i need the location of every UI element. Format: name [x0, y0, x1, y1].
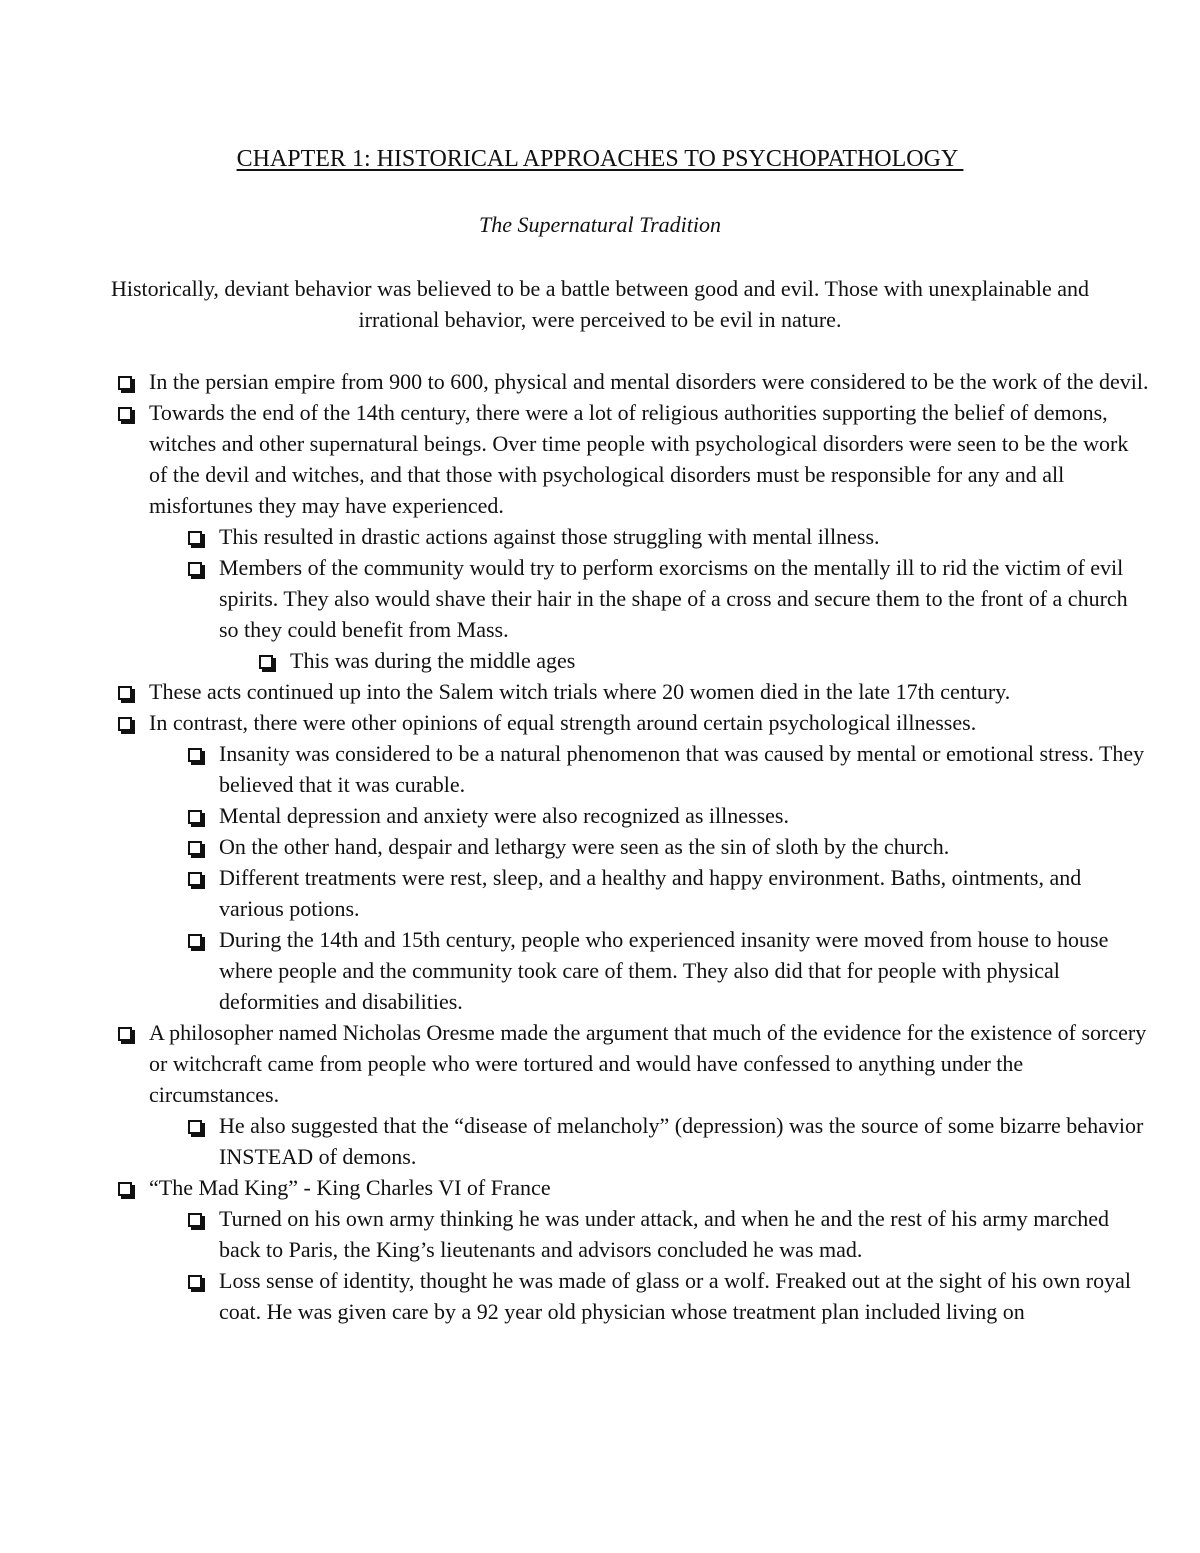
- checkbox-icon: [118, 376, 132, 390]
- bullet-item-level-1: [0, 1172, 1149, 1203]
- checkbox-icon: [118, 1027, 132, 1041]
- bullet-item-level-1: [0, 397, 1149, 521]
- bullet-text: Towards the end of the 14th century, there were a lot of religious authorities supporting the belief of demons, witches and other supernatural beings. Over time people with psychological disorders were seen to be the work of the devil and witches, and that those with psychological disorders must be responsible for any and all misfortunes they may have experienced.: [149, 400, 1129, 518]
- bullet-item-level-1: [0, 707, 1149, 738]
- bullet-item-level-2: [0, 521, 1149, 552]
- bullet-item-level-1: [0, 676, 1149, 707]
- section-subtitle: The Supernatural Tradition: [478, 212, 722, 237]
- checkbox-icon: [188, 562, 202, 576]
- bullet-text: During the 14th and 15th century, people who experienced insanity were moved from house to house where people and the community took care of them. They also did that for people with physical deformities and disabilities.: [219, 927, 1109, 1014]
- bullet-item-level-2: [0, 800, 1149, 831]
- checkbox-icon: [188, 810, 202, 824]
- checkbox-icon: [188, 841, 202, 855]
- bullet-text: Members of the community would try to perform exorcisms on the mentally ill to rid the victim of evil spirits. They also would shave their hair in the shape of a cross and secure them to the front of a church so they could benefit from Mass.: [219, 555, 1128, 642]
- bullet-item-level-3: [0, 645, 1150, 676]
- bullet-item-level-1: [0, 1017, 1149, 1110]
- bullet-text: Turned on his own army thinking he was under attack, and when he and the rest of his army marched back to Paris, the King’s lieutenants and advisors concluded he was mad.: [219, 1206, 1109, 1262]
- bullet-item-level-2: [0, 552, 1149, 645]
- checkbox-icon: [259, 655, 273, 669]
- intro-paragraph: Historically, deviant behavior was believed to be a battle between good and evil. Those with unexplainable and irrational behavior, were perceived to be evil in nature.: [110, 276, 1090, 332]
- checkbox-icon: [188, 748, 202, 762]
- bullet-list: [0, 366, 1200, 1327]
- checkbox-icon: [188, 1120, 202, 1134]
- checkbox-icon: [118, 686, 132, 700]
- checkbox-icon: [188, 1275, 202, 1289]
- chapter-title: CHAPTER 1: HISTORICAL APPROACHES TO PSYCHOPATHOLOGY: [236, 146, 964, 172]
- bullet-text: Insanity was considered to be a natural phenomenon that was caused by mental or emotional stress. They believed that it was curable.: [219, 741, 1145, 797]
- bullet-text: Loss sense of identity, thought he was made of glass or a wolf. Freaked out at the sight of his own royal coat. He was given care by a 92 year old physician whose treatment plan included living on: [219, 1268, 1132, 1324]
- bullet-item-level-2: [0, 924, 1149, 1017]
- bullet-text: In the persian empire from 900 to 600, physical and mental disorders were considered to be the work of the devil.: [149, 369, 1149, 394]
- bullet-item-level-2: [0, 1110, 1149, 1172]
- bullet-text: A philosopher named Nicholas Oresme made the argument that much of the evidence for the existence of sorcery or witchcraft came from people who were tortured and would have confessed to anything under the circumstances.: [149, 1020, 1147, 1107]
- checkbox-icon: [188, 872, 202, 886]
- bullet-item-level-2: [0, 831, 1149, 862]
- bullet-item-level-2: [0, 1265, 1149, 1327]
- checkbox-icon: [188, 531, 202, 545]
- bullet-text: Mental depression and anxiety were also recognized as illnesses.: [219, 803, 789, 828]
- checkbox-icon: [118, 407, 132, 421]
- checkbox-icon: [188, 1213, 202, 1227]
- checkbox-icon: [118, 1182, 132, 1196]
- checkbox-icon: [118, 717, 132, 731]
- bullet-text: These acts continued up into the Salem witch trials where 20 women died in the late 17th century.: [149, 679, 1011, 704]
- bullet-item-level-1: [0, 366, 1149, 397]
- bullet-text: On the other hand, despair and lethargy were seen as the sin of sloth by the church.: [219, 834, 950, 859]
- bullet-text: “The Mad King” - King Charles VI of France: [149, 1175, 551, 1200]
- bullet-item-level-2: [0, 1203, 1149, 1265]
- bullet-text: In contrast, there were other opinions of equal strength around certain psychological illnesses.: [149, 710, 977, 735]
- bullet-text: This was during the middle ages: [290, 648, 576, 673]
- bullet-item-level-2: [0, 738, 1149, 800]
- bullet-text: He also suggested that the “disease of melancholy” (depression) was the source of some bizarre behavior INSTEAD of demons.: [219, 1113, 1144, 1169]
- bullet-text: This resulted in drastic actions against those struggling with mental illness.: [219, 524, 880, 549]
- bullet-text: Different treatments were rest, sleep, and a healthy and happy environment. Baths, ointments, and various potions.: [219, 865, 1082, 921]
- checkbox-icon: [188, 934, 202, 948]
- bullet-item-level-2: [0, 862, 1149, 924]
